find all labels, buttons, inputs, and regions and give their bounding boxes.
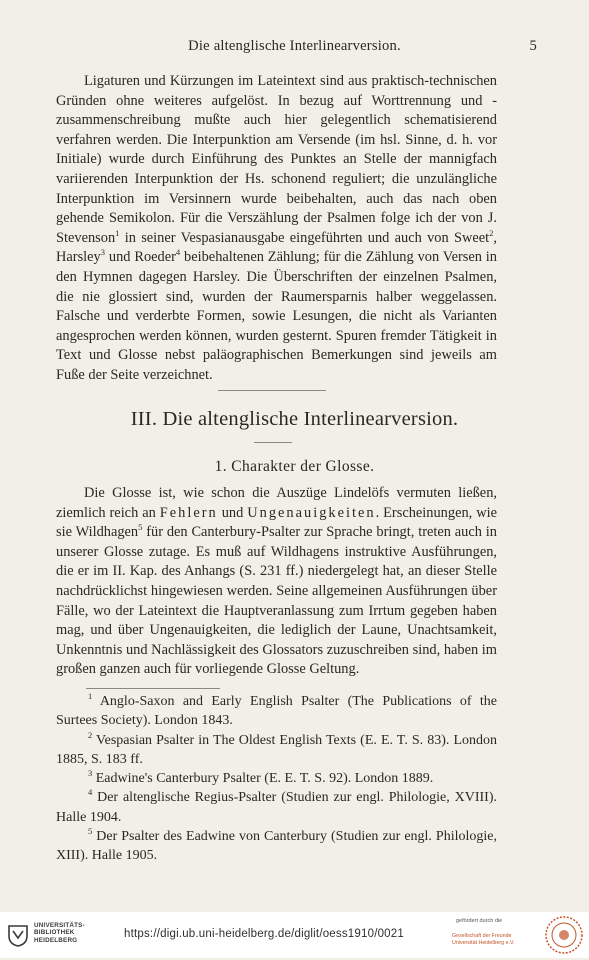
footer-bar (0, 912, 589, 958)
intro-text: Ligaturen und Kürzungen im Lateintext sind aus praktisch-technischen Gründen ohne weiteres aufgelöst. In bezug auf Worttrennung und -zusammenschreibung mußte auch hier gelegentlich schematisierend verfahren werden. Die Interpunktion am Versende (im hsl. Sinne, d. h. vor Initiale) wurde durch Einführung des Punktes an Stelle der mannigfach variierenden Interpunktion der Hs. schonend reguliert; die unzulängliche Interpunktion im Versinnern wurde beibehalten, auch das nach oben gehende Semikolon. Für die Verszählung der Psalmen folge ich der von J. Stevenson (56, 73, 497, 246)
footnote (56, 692, 497, 731)
intro-text: und Roeder (105, 249, 176, 266)
sponsor-name (452, 933, 515, 947)
footnote-ref: 1 (115, 227, 120, 238)
sponsor-intro: gefördert durch die (456, 918, 503, 924)
section-text: für den Canterbury-Psalter zur Sprache bringt, treten auch in unserer Glosse zutage. Es muß auf Wildhagens instruktive Ausführungen, die er im II. Kap. des Anhangs (S. 231 ff.) niedergelegt hat, an dieser Stelle nachdrücklichst hingewiesen werden. Seine allgemeinen Ausführungen über Fälle, wo der Lateintext die Hauptveranlassung zum Irrtum gegeben haben mag, und über Ungenauigkeiten, die lediglich der Laune, Unachtsamkeit, Unkenntnis und Nachlässigkeit des Glossators zuzuschreiben sind, haben im großen ganzen auch für vorliegende Glosse Geltung. (56, 524, 497, 678)
section-text: und (217, 504, 248, 521)
section-text: Die Glosse ist, wie schon die Auszüge Lindelöfs vermuten ließen, ziemlich reich an (56, 485, 497, 521)
section-heading: III. Die altenglische Interlinearversion. (130, 408, 459, 430)
sponsor-name-line: Universität Heidelberg e.V. (452, 940, 515, 946)
footnote-text: Vespasian Psalter in The Oldest English Texts (E. E. T. S. 83). London 1885, S. 183 ff. (56, 732, 497, 767)
footnote (56, 788, 497, 827)
library-name-line: UNIVERSITÄTS- (34, 922, 85, 929)
footnote-ref: 2 (489, 227, 494, 238)
heading-divider (254, 442, 292, 443)
intro-paragraph (56, 72, 497, 386)
footnote-text: Eadwine's Canterbury Psalter (E. E. T. S. 92). London 1889. (92, 771, 434, 787)
sponsor-name-line: Gesellschaft der Freunde (452, 933, 512, 939)
footnote (56, 769, 497, 788)
running-head-title: Die altenglische Interlinearversion. (188, 38, 401, 54)
library-logo-icon (6, 922, 30, 953)
emphasis-text: Fehlern (159, 504, 218, 521)
footnote-ref: 5 (138, 522, 143, 533)
footnote-mark: 2 (88, 729, 93, 740)
page-number: 5 (529, 38, 537, 54)
footnote-divider (86, 688, 220, 689)
library-name-line: HEIDELBERG (34, 936, 78, 944)
sponsor-seal-icon (544, 915, 584, 960)
footnote-mark: 4 (88, 787, 93, 798)
section-divider (218, 390, 326, 391)
footnote-text: Anglo-Saxon and Early English Psalter (The Publications of the Surtees Society). London 1843. (56, 694, 497, 729)
library-name (34, 922, 85, 944)
footnote-mark: 3 (88, 768, 93, 779)
intro-text: beibehaltenen Zählung; für die Zählung von Versen in den Hymnen dagegen Harsley. Die Überschriften der einzelnen Psalmen, die nie glossiert sind, wurden der Raumersparnis halber weggelassen. Falsche und verderbte Formen, sowie Lesungen, die nicht als Varianten angesprochen werden können, wurden gesternt. Spuren fremder Tätigkeit in Text und Glosse nebst paläographischen Bemerkungen sind jeweils am Fuße der Seite verzeichnet. (56, 249, 497, 383)
section-text: . Erscheinungen, wie sie Wildhagen (56, 504, 497, 541)
intro-text: in seiner Vespasianausgabe eingeführten und auch von Sweet (119, 229, 490, 246)
footnote-ref: 4 (175, 247, 181, 258)
footnotes (56, 692, 497, 866)
footnote (56, 827, 497, 866)
footnote (56, 731, 497, 770)
subsection-heading: 1. Charakter der Glosse. (214, 458, 375, 475)
footnote-ref: 3 (100, 247, 106, 258)
intro-text: , Harsley (56, 229, 497, 266)
footnote-text: Der Psalter des Eadwine von Canterbury (Studien zur engl. Philologie, XIII). Halle 1905. (56, 829, 497, 864)
footnote-text: Der altenglische Regius-Psalter (Studien zur engl. Philologie, XVIII). Halle 1904. (56, 790, 497, 825)
footnote-mark: 1 (88, 691, 93, 701)
running-head (52, 38, 537, 56)
section-paragraph (56, 484, 497, 680)
library-name-line: BIBLIOTHEK (34, 929, 75, 937)
footnote-mark: 5 (88, 826, 93, 837)
permalink-url[interactable]: https://digi.ub.uni-heidelberg.de/diglit/oess1910/0021 (124, 928, 404, 940)
emphasis-text: Ungenauigkeiten (247, 504, 376, 521)
